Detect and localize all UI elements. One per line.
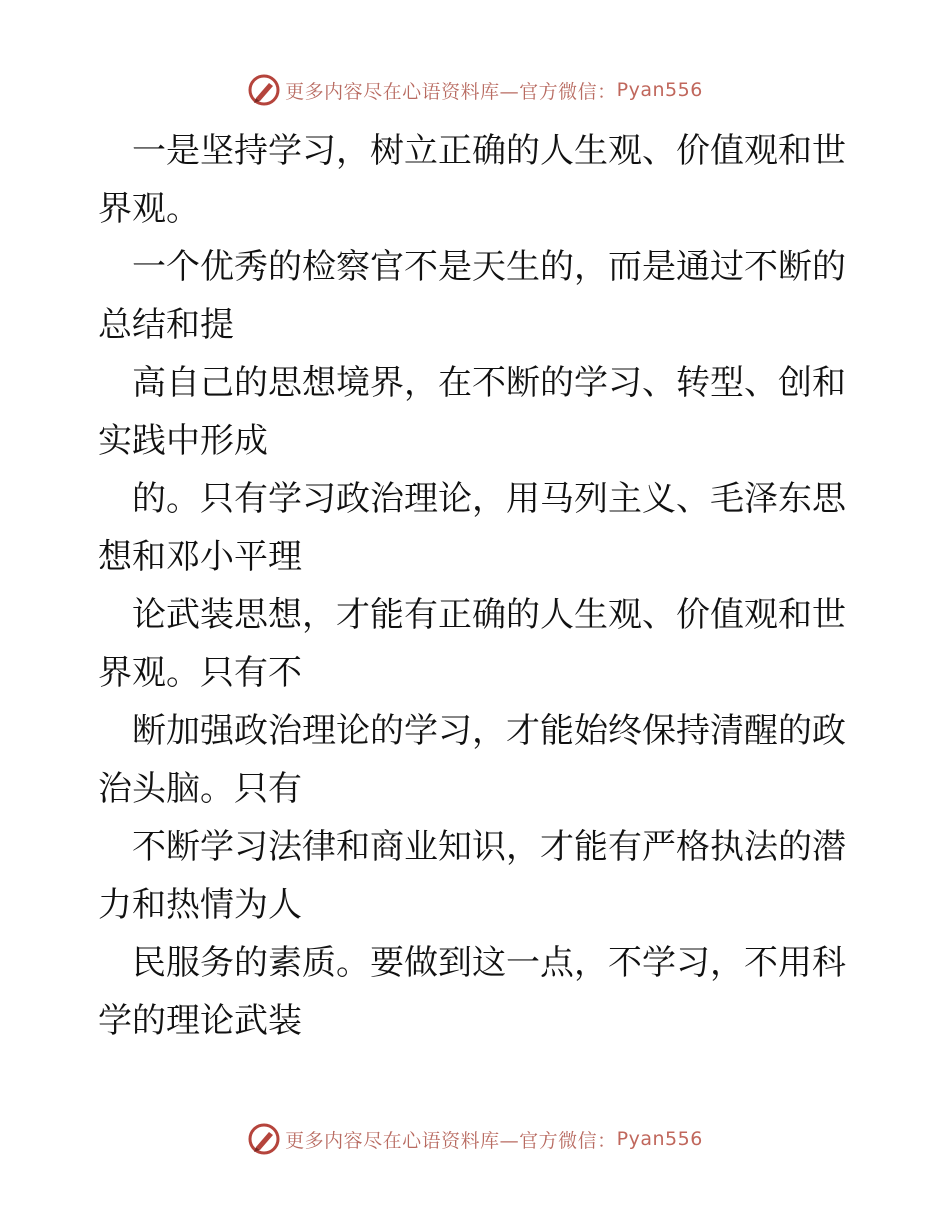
text-line: 学的理论武装 [98,1001,302,1041]
document-body [98,122,858,1050]
text-line: 总结和提 [98,305,234,345]
text-line: 界观。 [98,189,200,229]
text-line: 断加强政治理论的学习，才能始终保持清醒的政 [98,711,846,751]
text-line: 实践中形成 [98,421,268,461]
pen-logo-icon [247,1122,281,1156]
footer-watermark [0,1119,950,1159]
text-line: 的。只有学习政治理论，用马列主义、毛泽东思 [98,479,846,519]
text-line: 界观。只有不 [98,653,302,693]
text-line: 一是坚持学习，树立正确的人生观、价值观和世 [98,131,846,171]
text-line: 高自己的思想境界，在不断的学习、转型、创和 [98,363,846,403]
text-line: 治头脑。只有 [98,769,302,809]
text-line: 一个优秀的检察官不是天生的，而是通过不断的 [98,247,846,287]
pen-logo-icon [247,73,281,107]
watermark-handle: Pyan556 [616,79,703,101]
text-line: 论武装思想，才能有正确的人生观、价值观和世 [98,595,846,635]
watermark-handle: Pyan556 [616,1128,703,1150]
text-line: 想和邓小平理 [98,537,302,577]
text-line: 不断学习法律和商业知识，才能有严格执法的潜 [98,827,846,867]
watermark-text: 更多内容尽在心语资料库—官方微信： [285,80,617,103]
header-watermark [0,70,950,110]
text-line: 民服务的素质。要做到这一点，不学习，不用科 [98,943,846,983]
watermark-text: 更多内容尽在心语资料库—官方微信： [285,1129,617,1152]
text-line: 力和热情为人 [98,885,302,925]
